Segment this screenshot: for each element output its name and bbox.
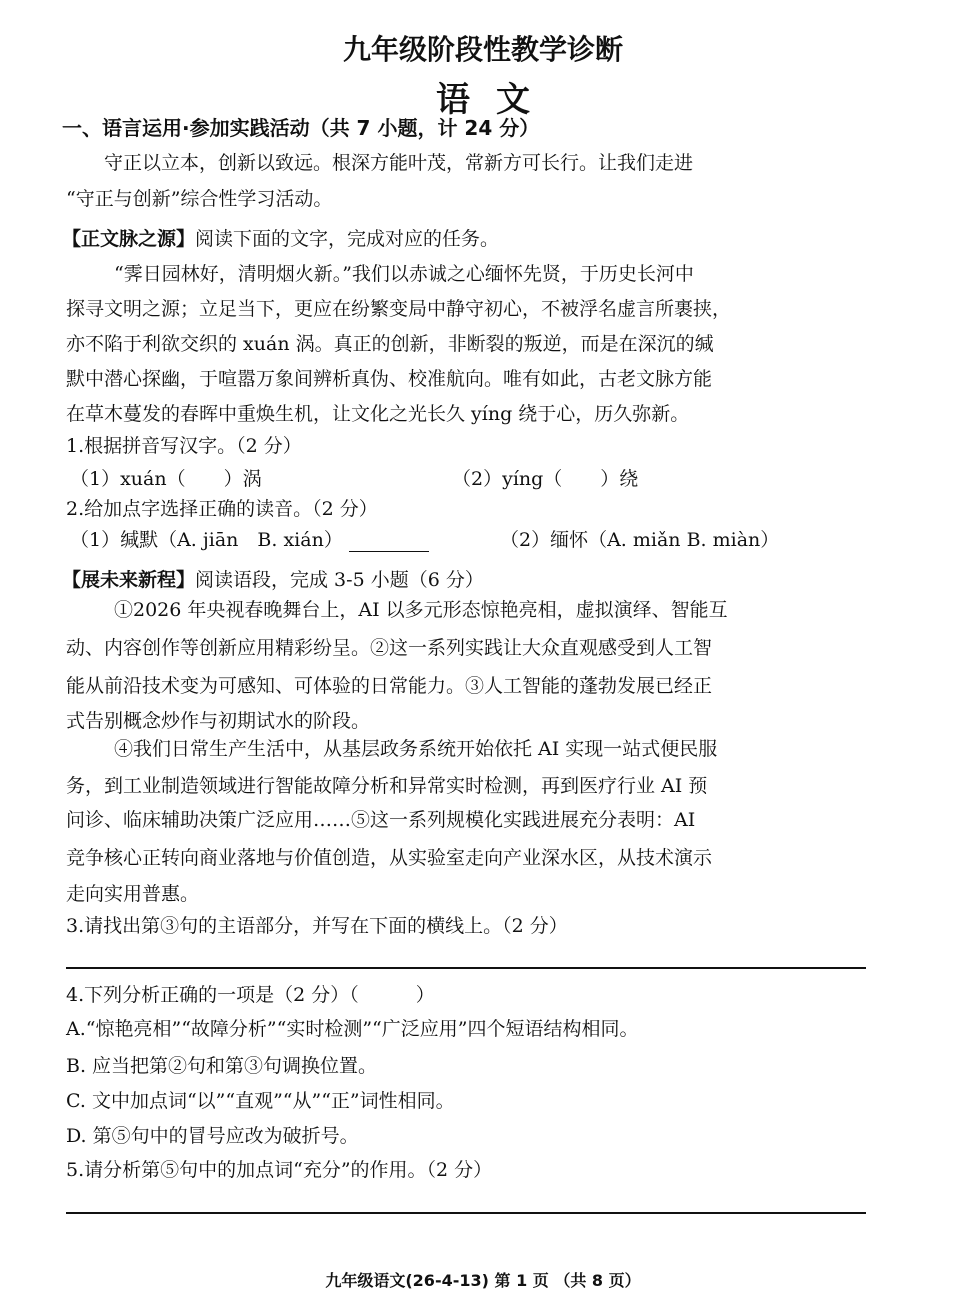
page-footer: 九年级语文(26-4-13) 第 1 页 （共 8 页）: [325, 1271, 641, 1290]
passage2-line-7: 问诊、临床辅助决策广泛应用……⑤这一系列规模化实践进展充分表明：AI: [66, 809, 696, 831]
question-4-option-d: D. 第⑤句中的冒号应改为破折号。: [66, 1125, 359, 1147]
passage1-line-1: “霁日园林好，清明烟火新。”我们以赤诚之心缅怀先贤，于历史长河中: [114, 263, 694, 285]
passage1-line-4: 默中潜心探幽，于喧嚣万象间辨析真伪、校准航向。唯有如此，古老文脉方能: [66, 368, 713, 390]
passage1-line-3: 亦不陷于利欲交织的 xuán 涡。真正的创新，非断裂的叛逆，而是在深沉的缄: [66, 333, 714, 355]
passage2-line-1: ①2026 年央视春晚舞台上，AI 以多元形态惊艳亮相，虚拟演绎、智能互: [114, 599, 728, 621]
section-heading: 一、语言运用·参加实践活动（共 7 小题，计 24 分）: [62, 116, 540, 140]
passage1-line-5: 在草木蔓发的春晖中重焕生机，让文化之光长久 yíng 绕于心，历久弥新。: [66, 403, 690, 425]
question-1-part-b: （2）yíng（ ）绕: [452, 468, 639, 490]
block2-instruction: 阅读语段，完成 3-5 小题（6 分）: [195, 569, 484, 591]
passage2-line-9: 走向实用普惠。: [66, 883, 200, 905]
passage2-line-3: 能从前沿技术变为可感知、可体验的日常能力。③人工智能的蓬勃发展已经正: [66, 675, 713, 697]
intro-line-2: “守正与创新”综合性学习活动。: [66, 188, 333, 210]
question-4-stem: 4.下列分析正确的一项是（2 分）（ ）: [66, 984, 435, 1006]
question-4-option-b: B. 应当把第②句和第③句调换位置。: [66, 1055, 378, 1077]
block2-header: [62, 568, 484, 592]
question-3-stem: 3.请找出第③句的主语部分，并写在下面的横线上。（2 分）: [66, 915, 568, 937]
question-2-part-a-text: （1）缄默（A. jiān B. xián）: [70, 529, 343, 551]
question-2-part-a: [70, 528, 429, 552]
block1-instruction: 阅读下面的文字，完成对应的任务。: [195, 228, 500, 250]
block1-tag: 【正文脉之源】: [62, 228, 196, 250]
intro-line-1: 守正以立本，创新以致远。根深方能叶茂，常新方可长行。让我们走进: [104, 152, 694, 174]
passage2-line-6: 务，到工业制造领域进行智能故障分析和异常实时检测，再到医疗行业 AI 预: [66, 775, 708, 797]
question-1-stem: 1.根据拼音写汉字。（2 分）: [66, 435, 302, 457]
question-3-answer-line[interactable]: [66, 967, 866, 969]
subject-title: 语文: [436, 80, 556, 120]
block1-header: [62, 227, 499, 251]
passage2-line-2: 动、内容创作等创新应用精彩纷呈。②这一系列实践让大众直观感受到人工智: [66, 637, 713, 659]
passage2-line-5: ④我们日常生产生活中，从基层政务系统开始依托 AI 实现一站式便民服: [114, 738, 718, 760]
passage2-line-4: 式告别概念炒作与初期试水的阶段。: [66, 710, 371, 732]
question-2-stem: 2.给加点字选择正确的读音。（2 分）: [66, 498, 378, 520]
block2-tag: 【展未来新程】: [62, 569, 196, 591]
question-4-option-a: A.“惊艳亮相”“故障分析”“实时检测”“广泛应用”四个短语结构相同。: [66, 1018, 639, 1040]
exam-title: 九年级阶段性教学诊断: [342, 33, 623, 66]
passage2-line-8: 竞争核心正转向商业落地与价值创造，从实验室走向产业深水区，从技术演示: [66, 847, 713, 869]
question-2-part-b: （2）缅怀（A. miǎn B. miàn）: [500, 529, 780, 551]
question-2-answer-blank[interactable]: [349, 533, 429, 552]
question-5-answer-line[interactable]: [66, 1212, 866, 1214]
question-5-stem: 5.请分析第⑤句中的加点词“充分”的作用。（2 分）: [66, 1159, 493, 1181]
question-4-option-c: C. 文中加点词“以”“直观”“从”“正”词性相同。: [66, 1090, 455, 1112]
passage1-line-2: 探寻文明之源；立足当下，更应在纷繁变局中静守初心，不被浮名虚言所裹挟，: [66, 298, 732, 320]
question-1-part-a: （1）xuán（ ）涡: [70, 468, 262, 490]
